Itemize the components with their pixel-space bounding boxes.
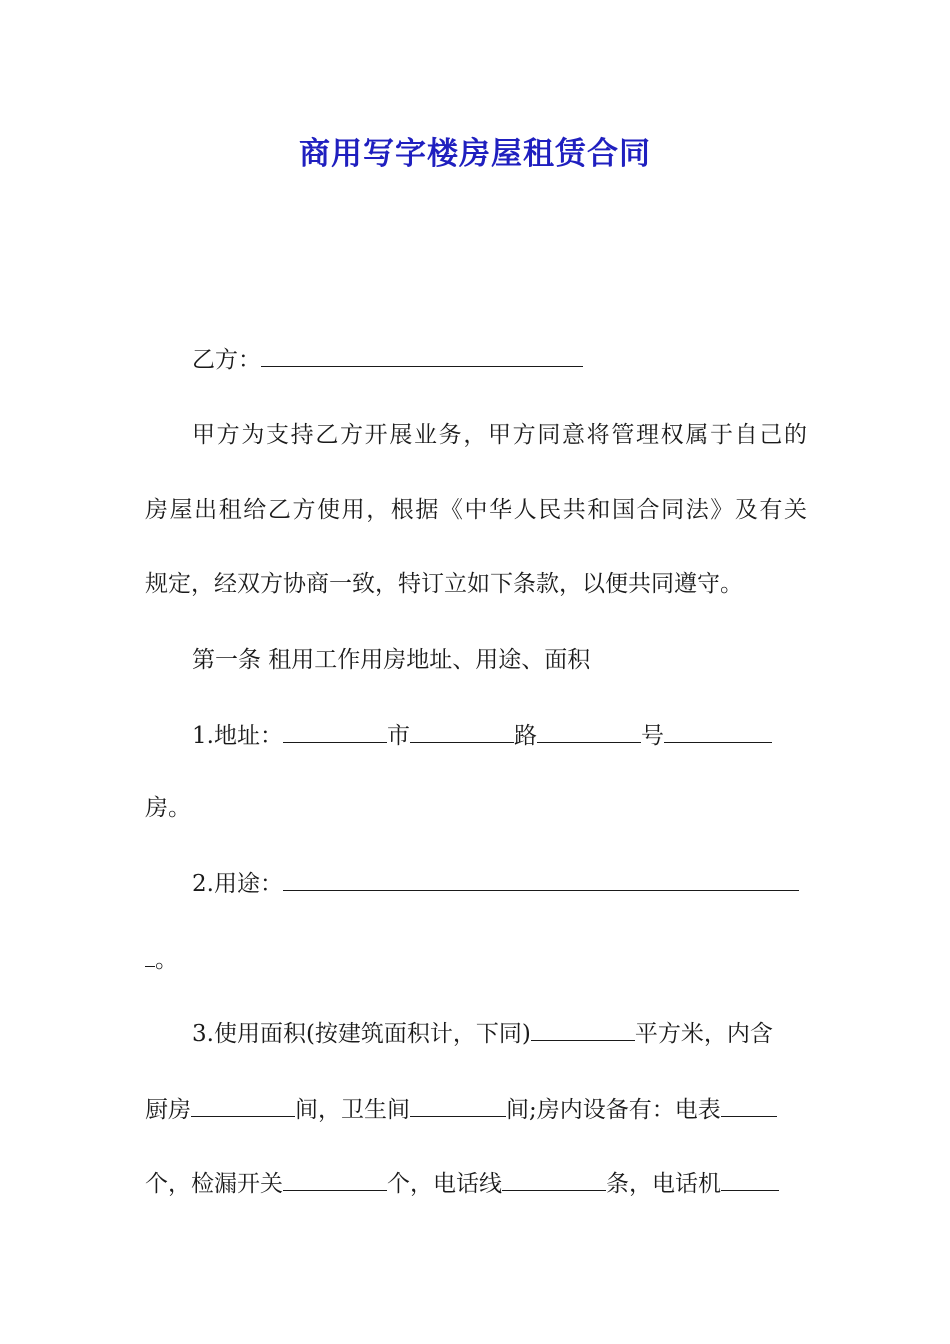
meter-blank	[721, 1092, 777, 1117]
city-blank	[283, 718, 387, 743]
number-blank	[537, 718, 641, 743]
phone-blank	[721, 1166, 779, 1191]
article1-heading: 第一条 租用工作用房地址、用途、面积	[192, 647, 591, 673]
party-b-line	[192, 342, 807, 376]
party-b-label: 乙方：	[192, 347, 261, 373]
phone-label: 条，电话机	[606, 1171, 721, 1197]
meter-label: 间;房内设备有：电表	[506, 1097, 721, 1123]
road-label: 路	[513, 723, 537, 749]
preamble-line-3: 规定，经双方协商一致，特订立如下条款，以便共同遵守。	[145, 571, 743, 597]
preamble-line-2: 房屋出租给乙方使用，根据《中华人民共和国合同法》及有关	[145, 497, 807, 523]
usage-blank	[283, 866, 799, 891]
address-line	[192, 718, 807, 752]
kitchen-blank	[191, 1092, 295, 1117]
phone-line-label: 个，电话线	[387, 1171, 502, 1197]
bathroom-blank	[410, 1092, 506, 1117]
preamble-line-1: 甲方为支持乙方开展业务，甲方同意将管理权属于自己的	[192, 422, 807, 448]
usage-end-line	[145, 942, 807, 976]
kitchen-label: 厨房	[145, 1097, 191, 1123]
usage-label: 2.用途：	[192, 871, 283, 897]
area-label: 3.使用面积(按建筑面积计，下同)	[192, 1021, 531, 1047]
area-blank	[531, 1016, 635, 1041]
party-b-blank	[261, 342, 583, 367]
road-blank	[410, 718, 514, 743]
area-unit: 平方米，内含	[634, 1021, 773, 1047]
room-blank	[664, 718, 772, 743]
usage-line	[192, 866, 807, 900]
usage-end: 。	[155, 947, 178, 973]
city-label: 市	[386, 723, 410, 749]
address-end: 房。	[145, 795, 191, 821]
bathroom-label: 间，卫生间	[295, 1097, 410, 1123]
switch-blank	[283, 1166, 387, 1191]
area-line-3	[145, 1166, 807, 1200]
number-label: 号	[640, 723, 664, 749]
address-label: 1.地址：	[192, 723, 283, 749]
phone-line-blank	[502, 1166, 606, 1191]
switch-label: 个，检漏开关	[145, 1171, 283, 1197]
area-line-2	[145, 1092, 807, 1126]
document-title: 商用写字楼房屋租赁合同	[299, 136, 651, 172]
usage-blank-cont	[145, 942, 155, 967]
area-line-1	[192, 1016, 807, 1050]
